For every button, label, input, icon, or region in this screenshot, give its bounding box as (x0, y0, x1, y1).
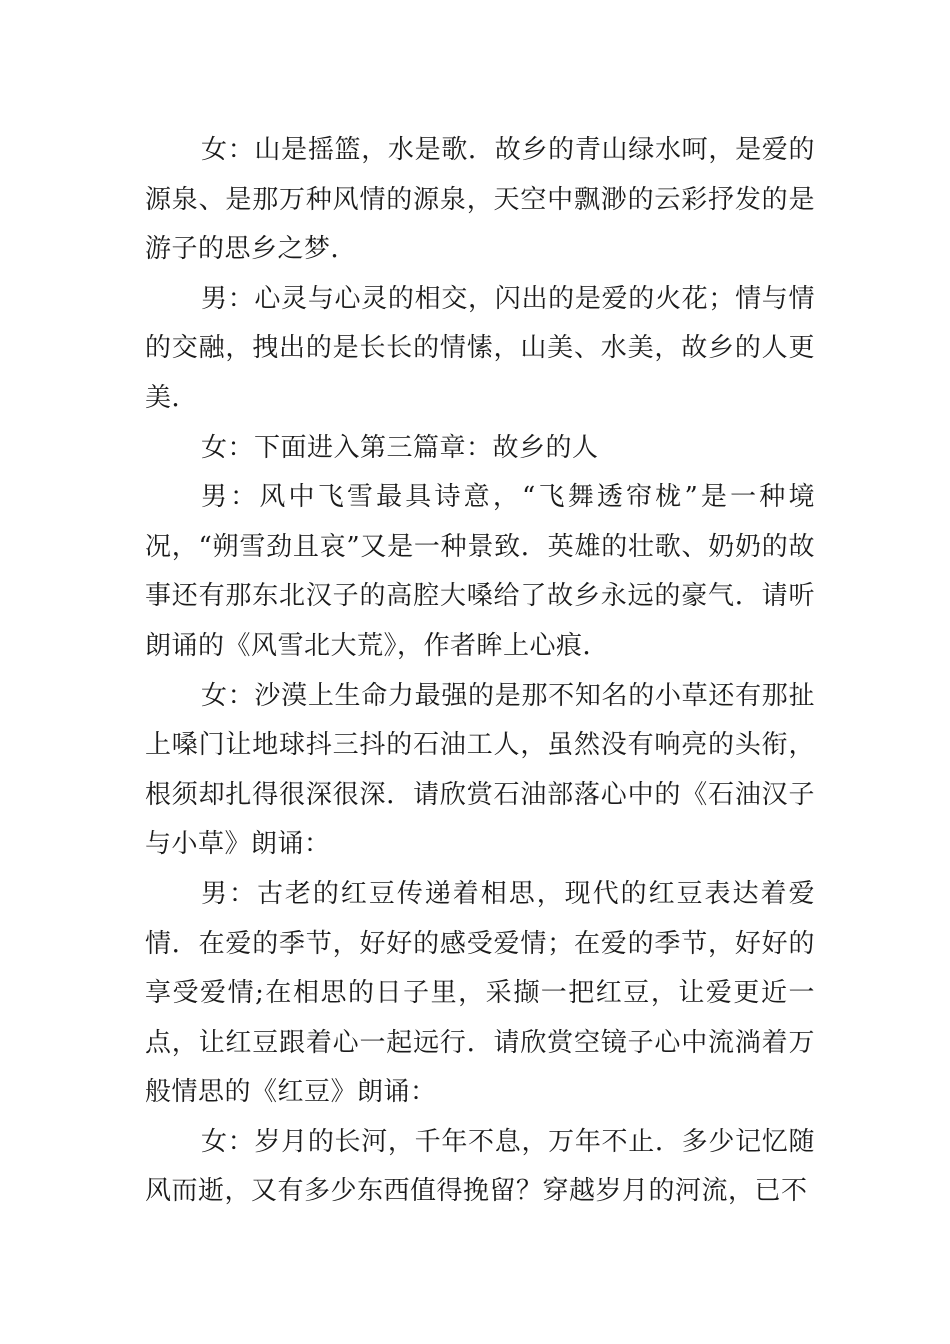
paragraph-female-2: 女：下面进入第三篇章：故乡的人 (201, 432, 599, 463)
paragraph-female-4: 女：岁月的长河，千年不息，万年不止．多少记忆随风而逝，又有多少东西值得挽留？穿越岁月的河流，已不 (145, 1126, 815, 1207)
paragraph-male-1: 男：心灵与心灵的相交，闪出的是爱的火花；情与情的交融，拽出的是长长的情愫，山美、水美，故乡的人更美． (145, 283, 815, 413)
document-body (145, 126, 815, 1217)
paragraph-male-2: 男：风中飞雪最具诗意，“飞舞透帘栊”是一种境况，“朔雪劲且哀”又是一种景致．英雄的壮歌、奶奶的故事还有那东北汉子的高腔大嗓给了故乡永远的豪气．请听朗诵的《风雪北大荒》，作者眸上心痕． (145, 482, 815, 661)
paragraph-male-3: 男：古老的红豆传递着相思，现代的红豆表达着爱情．在爱的季节，好好的感受爱情；在爱的季节，好好的享受爱情;在相思的日子里，采撷一把红豆，让爱更近一点，让红豆跟着心一起远行．请欣赏空镜子心中流淌着万般情思的《红豆》朗诵： (145, 878, 815, 1108)
paragraph-female-3: 女：沙漠上生命力最强的是那不知名的小草还有那扯上嗓门让地球抖三抖的石油工人，虽然没有响亮的头衔，根须却扎得很深很深．请欣赏石油部落心中的《石油汉子与小草》朗诵： (145, 680, 815, 860)
paragraph-female-1: 女：山是摇篮，水是歌．故乡的青山绿水呵，是爱的源泉、是那万种风情的源泉，天空中飘渺的云彩抒发的是游子的思乡之梦． (145, 135, 815, 265)
